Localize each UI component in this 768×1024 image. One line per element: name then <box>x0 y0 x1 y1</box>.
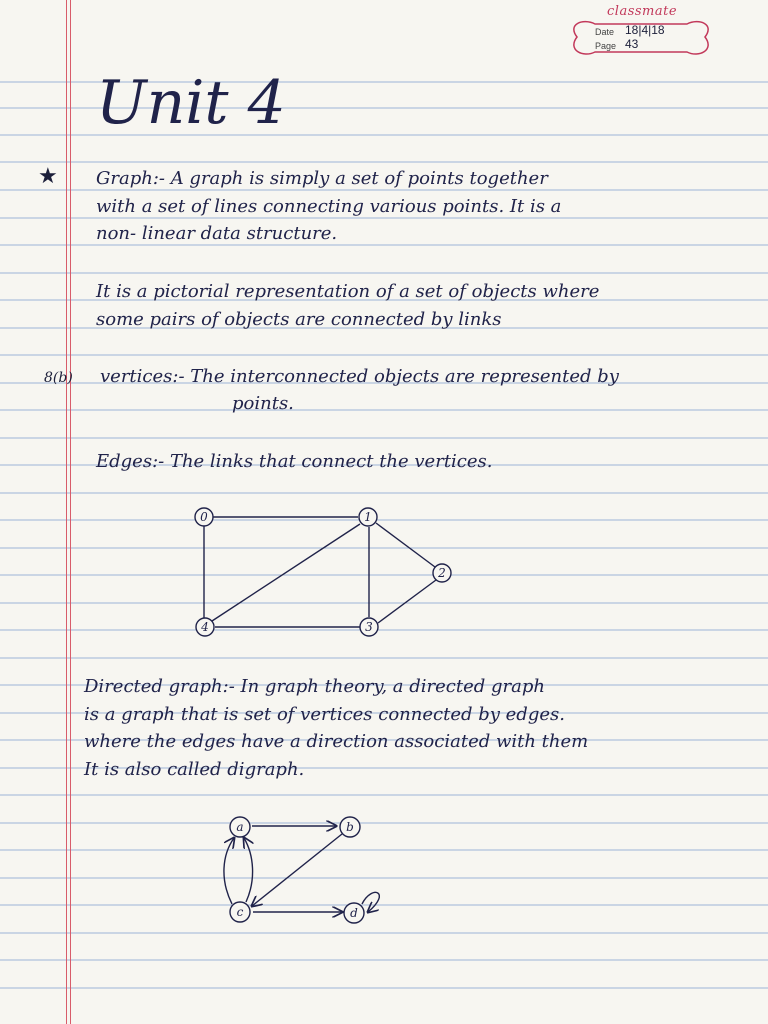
edge-c-a-right <box>244 838 253 902</box>
directed-line-2: is a graph that is set of vertices connected by edges. <box>84 704 565 725</box>
vertices-line-1: vertices:- The interconnected objects are represented by <box>100 366 619 387</box>
date-value: 18|4|18 <box>625 23 665 37</box>
node-c-label: c <box>236 905 244 919</box>
date-label: Date <box>595 27 615 37</box>
node-4-label: 4 <box>201 620 209 634</box>
page-title: Unit 4 <box>96 68 286 138</box>
edge-b-c <box>252 834 342 906</box>
node-d-label: d <box>350 906 358 920</box>
page-label: Page <box>595 41 617 51</box>
pictorial-line-2: some pairs of objects are connected by links <box>96 309 502 330</box>
edge-c-a-left <box>224 838 234 904</box>
directed-line-3: where the edges have a direction associated with them <box>84 731 589 752</box>
node-3-label: 3 <box>365 620 373 634</box>
directed-line-1: Directed graph:- In graph theory, a directed graph <box>84 676 545 697</box>
pictorial-line-1: It is a pictorial representation of a set of objects where <box>96 281 600 302</box>
star-icon: ★ <box>38 164 58 189</box>
directed-line-4: It is also called digraph. <box>84 759 305 780</box>
brand-logo: classmate <box>607 4 678 19</box>
node-0-label: 0 <box>200 510 208 524</box>
graph-def-line-3: non- linear data structure. <box>96 223 338 244</box>
edge-d-d-loop <box>362 892 379 912</box>
edges-line-1: Edges:- The links that connect the vertices. <box>96 451 493 472</box>
node-a-label: a <box>236 820 244 834</box>
node-b-label: b <box>346 820 354 834</box>
node-2-label: 2 <box>438 566 446 580</box>
question-mark: 8(b) <box>44 370 73 386</box>
page-value: 43 <box>625 37 639 51</box>
graph-def-line-2: with a set of lines connecting various points. It is a <box>96 196 562 217</box>
graph-def-line-1: Graph:- A graph is simply a set of points together <box>96 168 548 189</box>
vertices-line-2: points. <box>232 393 294 414</box>
node-1-label: 1 <box>364 510 372 524</box>
